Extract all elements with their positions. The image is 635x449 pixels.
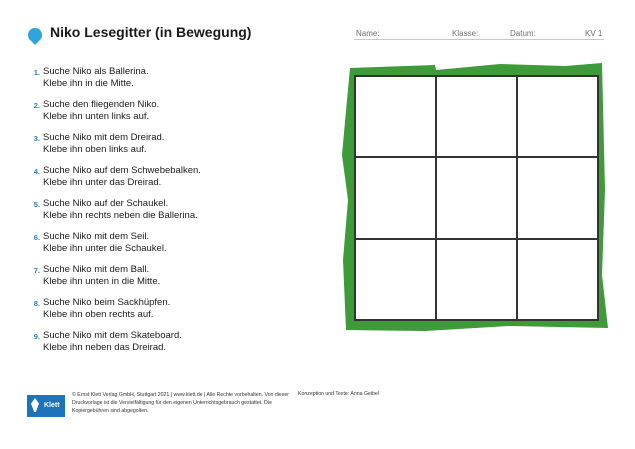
task-number: 6. [33, 233, 40, 242]
grid-cell-top-center[interactable] [436, 76, 517, 157]
task-item [30, 165, 330, 198]
task-item [30, 66, 330, 99]
copyright-notice: © Ernst Klett Verlag GmbH, Stuttgart 2021 | www.klett.de | Alle Rechte vorbehalten. Von dieser Druckvorlage ist die Vervielfältigung für den eigenen Unterrichtsgebrauch gestattet. Die Kopiergebühren sind abgegolten. [72, 392, 290, 414]
grid-cell-bottom-left[interactable] [355, 239, 436, 320]
task-item [30, 231, 330, 264]
task-placement: Klebe ihn unter die Schaukel. [43, 243, 167, 254]
task-number: 4. [33, 167, 40, 176]
name-field-label: Name: [356, 29, 380, 38]
task-placement: Klebe ihn in die Mitte. [43, 78, 134, 89]
task-number: 3. [33, 134, 40, 143]
task-placement: Klebe ihn oben links auf. [43, 144, 147, 155]
task-number: 8. [33, 299, 40, 308]
klett-logo [27, 395, 65, 417]
task-number: 7. [33, 266, 40, 275]
class-field-label: Klasse: [452, 29, 479, 38]
task-instruction: Suche Niko als Ballerina. [43, 66, 149, 77]
task-item [30, 297, 330, 330]
task-placement: Klebe ihn unten links auf. [43, 111, 150, 122]
grid-cell-top-right[interactable] [517, 76, 598, 157]
task-instruction: Suche Niko mit dem Dreirad. [43, 132, 165, 143]
task-instruction: Suche Niko auf der Schaukel. [43, 198, 169, 209]
grid-cell-bottom-center[interactable] [436, 239, 517, 320]
task-number: 5. [33, 200, 40, 209]
task-number: 2. [33, 101, 40, 110]
task-number: 1. [33, 68, 40, 77]
task-instruction: Suche Niko beim Sackhüpfen. [43, 297, 171, 308]
grid-cell-bottom-right[interactable] [517, 239, 598, 320]
sheet-code: KV 1 [585, 29, 603, 38]
task-instruction: Suche Niko mit dem Skateboard. [43, 330, 182, 341]
task-item [30, 99, 330, 132]
task-item [30, 132, 330, 165]
task-placement: Klebe ihn unten in die Mitte. [43, 276, 161, 287]
task-list [30, 66, 330, 363]
task-instruction: Suche Niko mit dem Ball. [43, 264, 150, 275]
task-instruction: Suche Niko auf dem Schwebebalken. [43, 165, 201, 176]
grid-cell-middle-left[interactable] [355, 157, 436, 238]
author-credit: Konzeption und Texte: Anna Geibel [298, 391, 379, 397]
grid-cell-middle-right[interactable] [517, 157, 598, 238]
task-instruction: Suche Niko mit dem Seil. [43, 231, 150, 242]
logo-text: Klett [44, 402, 60, 409]
klett-emblem-icon [31, 398, 39, 412]
task-item [30, 264, 330, 297]
grid-cell-top-left[interactable] [355, 76, 436, 157]
task-placement: Klebe ihn neben das Dreirad. [43, 342, 167, 353]
task-instruction: Suche den fliegenden Niko. [43, 99, 160, 110]
task-number: 9. [33, 332, 40, 341]
page-title: Niko Lesegitter (in Bewegung) [50, 24, 252, 40]
date-field-label: Datum: [510, 29, 536, 38]
placement-grid [354, 75, 599, 321]
task-placement: Klebe ihn unter das Dreirad. [43, 177, 162, 188]
header-rule [354, 39, 604, 40]
title-drop-icon [25, 25, 45, 45]
grid-cell-center[interactable] [436, 157, 517, 238]
sticker-grid [340, 60, 610, 332]
task-placement: Klebe ihn oben rechts auf. [43, 309, 154, 320]
task-item [30, 198, 330, 231]
task-placement: Klebe ihn rechts neben die Ballerina. [43, 210, 198, 221]
task-item [30, 330, 330, 363]
